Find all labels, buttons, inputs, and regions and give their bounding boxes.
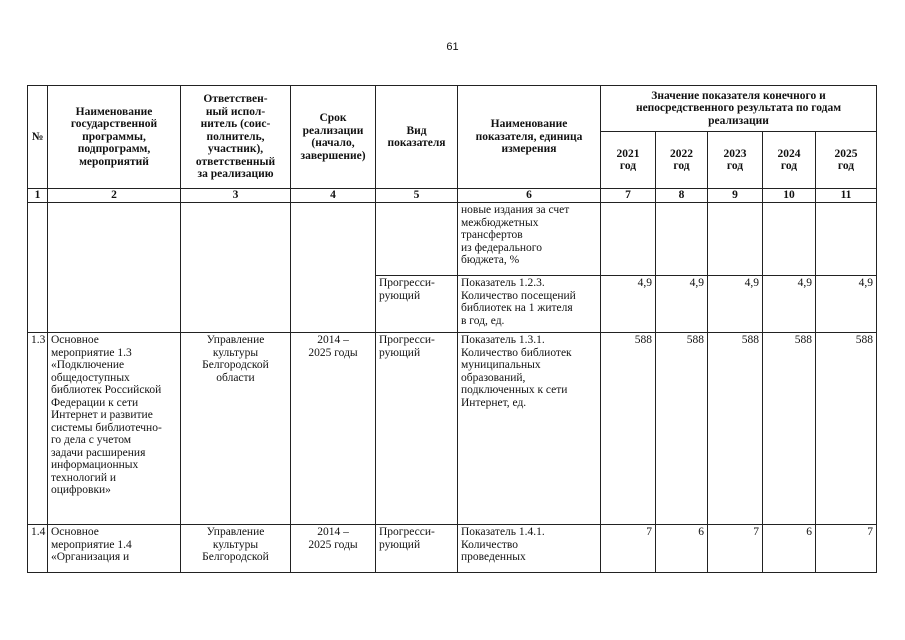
row-value-2022: [656, 203, 708, 276]
column-number: 1: [28, 189, 48, 203]
row-indicator-type: Прогресси- рующий: [376, 333, 458, 525]
row-program-name: Основное мероприятие 1.4 «Организация и: [48, 525, 181, 573]
header-year-2022: 2022 год: [656, 132, 708, 189]
header-year-2024: 2024 год: [763, 132, 816, 189]
row-indicator-type: Прогресси- рующий: [376, 276, 458, 333]
row-number: 1.3: [28, 333, 48, 525]
column-number: 9: [708, 189, 763, 203]
row-executor: Управление культуры Белгородской: [181, 525, 291, 573]
row-value-2021: 588: [601, 333, 656, 525]
row-value-2024: 588: [763, 333, 816, 525]
header-row-top: [28, 86, 877, 132]
row-value-2023: [708, 203, 763, 276]
row-indicator-type: [376, 203, 458, 276]
row-value-2023: 588: [708, 333, 763, 525]
header-program-name: Наименование государственной программы, подпрограмм, мероприятий: [48, 86, 181, 189]
header-period: Срок реализации (начало, завершение): [291, 86, 376, 189]
column-number: 2: [48, 189, 181, 203]
column-number: 3: [181, 189, 291, 203]
row-value-2025: 7: [816, 525, 877, 573]
column-number: 4: [291, 189, 376, 203]
row-value-2024: 6: [763, 525, 816, 573]
table-row: [28, 203, 877, 276]
header-values-group: Значение показателя конечного и непосредственного результата по годам реализации: [601, 86, 877, 132]
row-indicator-name: новые издания за счет межбюджетных трансфертов из федерального бюджета, %: [458, 203, 601, 276]
row-period: 2014 – 2025 годы: [291, 525, 376, 573]
row-indicator-name: Показатель 1.3.1. Количество библиотек муниципальных образований, подключенных к сети Интернет, ед.: [458, 333, 601, 525]
header-executor: Ответствен- ный испол- нитель (соис- полнитель, участник), ответственный за реализацию: [181, 86, 291, 189]
row-period: [291, 203, 376, 333]
row-number: [28, 203, 48, 333]
row-indicator-name: Показатель 1.2.3. Количество посещений библиотек на 1 жителя в год, ед.: [458, 276, 601, 333]
row-value-2022: 6: [656, 525, 708, 573]
column-number: 7: [601, 189, 656, 203]
row-indicator-type: Прогресси- рующий: [376, 525, 458, 573]
column-number: 11: [816, 189, 877, 203]
row-value-2024: [763, 203, 816, 276]
row-executor: Управление культуры Белгородской области: [181, 333, 291, 525]
row-executor: [181, 203, 291, 333]
header-number: №: [28, 86, 48, 189]
column-number: 5: [376, 189, 458, 203]
column-number: 10: [763, 189, 816, 203]
row-program-name: [48, 203, 181, 333]
header-indicator-name: Наименование показателя, единица измерения: [458, 86, 601, 189]
row-value-2023: 7: [708, 525, 763, 573]
page-number: 61: [446, 41, 459, 53]
indicators-table: [27, 85, 877, 573]
row-value-2025: 4,9: [816, 276, 877, 333]
column-number: 8: [656, 189, 708, 203]
row-number: 1.4: [28, 525, 48, 573]
row-value-2025: [816, 203, 877, 276]
header-indicator-type: Вид показателя: [376, 86, 458, 189]
row-value-2022: 4,9: [656, 276, 708, 333]
row-program-name: Основное мероприятие 1.3 «Подключение общедоступных библиотек Российской Федерации к сети Интернет и развитие системы библиотечно- го дела с учетом задачи расширения информационных технологий и оцифровки»: [48, 333, 181, 525]
row-value-2022: 588: [656, 333, 708, 525]
row-value-2021: 4,9: [601, 276, 656, 333]
column-number-row: [28, 189, 877, 203]
header-year-2021: 2021 год: [601, 132, 656, 189]
table-row: [28, 333, 877, 525]
row-value-2021: [601, 203, 656, 276]
column-number: 6: [458, 189, 601, 203]
row-value-2021: 7: [601, 525, 656, 573]
table-row: [28, 525, 877, 573]
row-value-2024: 4,9: [763, 276, 816, 333]
header-year-2025: 2025 год: [816, 132, 877, 189]
row-indicator-name: Показатель 1.4.1. Количество проведенных: [458, 525, 601, 573]
row-value-2023: 4,9: [708, 276, 763, 333]
header-year-2023: 2023 год: [708, 132, 763, 189]
row-value-2025: 588: [816, 333, 877, 525]
row-period: 2014 – 2025 годы: [291, 333, 376, 525]
